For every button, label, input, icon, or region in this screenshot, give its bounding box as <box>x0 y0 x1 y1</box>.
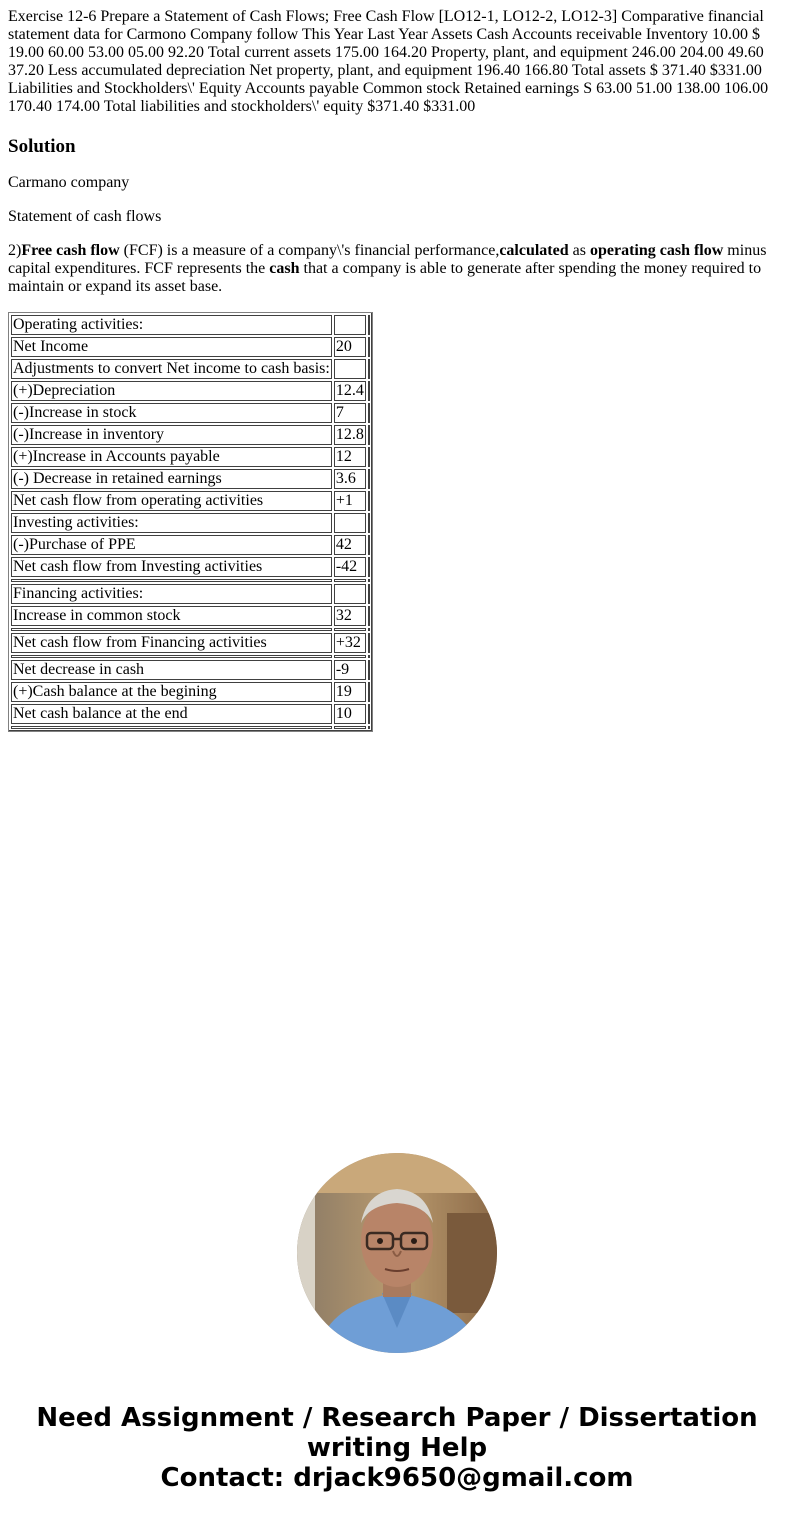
solution-heading: Solution <box>8 136 76 157</box>
company-name: Carmano company <box>8 174 130 191</box>
table-row <box>11 359 370 379</box>
row-value: +32 <box>334 633 366 653</box>
row-value: 12.4 <box>335 382 364 399</box>
row-extra-cell <box>368 660 370 680</box>
row-value: -9 <box>334 660 366 680</box>
row-value: 20 <box>334 337 366 357</box>
separator-cell <box>11 655 332 658</box>
author-photo-icon <box>297 1153 497 1353</box>
row-label: Net decrease in cash <box>11 660 332 680</box>
row-value <box>334 584 366 604</box>
separator-cell <box>334 726 366 729</box>
row-label: (-)Increase in inventory <box>11 425 332 445</box>
table-row <box>11 447 370 467</box>
row-value <box>334 359 366 379</box>
table-row <box>11 513 370 533</box>
fcf-paragraph <box>8 242 778 296</box>
row-value: 10 <box>334 704 366 724</box>
separator-cell <box>334 628 366 631</box>
table-row <box>11 403 370 423</box>
row-extra-cell <box>368 359 370 379</box>
table-row <box>11 491 370 511</box>
row-value: 7 <box>334 403 366 423</box>
row-extra-cell <box>368 315 370 335</box>
separator-cell <box>368 628 370 631</box>
row-value: +1 <box>334 491 366 511</box>
table-separator-row <box>11 726 370 729</box>
row-label: Net cash balance at the end <box>11 704 332 724</box>
row-extra-cell <box>368 491 370 511</box>
fcf-text-4: that a company is able to generate after spending the money required to maintain or expand its asset base. <box>8 260 762 295</box>
row-value: 42 <box>334 535 366 555</box>
table-separator-row <box>11 655 370 658</box>
table-row <box>11 425 370 445</box>
table-row <box>11 682 370 702</box>
row-extra-cell <box>368 425 370 445</box>
row-extra-cell <box>368 557 370 577</box>
statement-title: Statement of cash flows <box>8 208 162 225</box>
cash-flow-table <box>8 312 373 732</box>
table-separator-row <box>11 579 370 582</box>
row-label: Net cash flow from operating activities <box>11 491 332 511</box>
row-label: Adjustments to convert Net income to cash basis: <box>13 360 330 377</box>
table-row <box>11 704 370 724</box>
row-label: Net cash flow from Financing activities <box>11 633 332 653</box>
row-label: (-)Purchase of PPE <box>11 535 332 555</box>
cash-flow-table-body <box>11 315 370 729</box>
table-separator-row <box>11 628 370 631</box>
row-value: 19 <box>334 682 366 702</box>
row-extra-cell <box>368 682 370 702</box>
fcf-bold-ocf: operating cash flow <box>589 242 724 259</box>
row-label: Operating activities: <box>11 315 332 335</box>
table-row <box>11 557 370 577</box>
row-label: Increase in common stock <box>11 606 332 626</box>
table-row <box>11 337 370 357</box>
document-body <box>8 8 778 732</box>
table-row <box>11 606 370 626</box>
fcf-bold-term: Free cash flow <box>21 242 120 259</box>
table-row <box>11 381 370 401</box>
promo-line-1: Need Assignment / Research Paper / Dissertation <box>36 1403 758 1433</box>
table-row <box>11 584 370 604</box>
separator-cell <box>368 726 370 729</box>
author-avatar <box>297 1153 497 1353</box>
row-extra-cell <box>368 633 370 653</box>
fcf-prefix: 2) <box>8 242 22 259</box>
question-text: Exercise 12-6 Prepare a Statement of Cash Flows; Free Cash Flow [LO12-1, LO12-2, LO12-3] Comparative financial statement data for Carmono Company follow This Year Last Year Assets Cash Accounts receivable Inventory 10.00 $ 19.00 60.00 53.00 05.00 92.20 Total current assets 175.00 164.20 Property, plant, and equipment 246.00 204.00 49.60 37.20 Less accumulated depreciation Net property, plant, and equipment 196.40 166.80 Total assets $ 371.40 $331.00 Liabilities and Stockholders\' Equity Accounts payable Common stock Retained earnings S 63.00 51.00 138.00 106.00 170.40 174.00 Total liabilities and stockholders\' equity $371.40 $331.00 <box>8 8 769 115</box>
row-label: Investing activities: <box>11 513 332 533</box>
row-extra-cell <box>368 704 370 724</box>
row-value: 32 <box>334 606 366 626</box>
row-label: Net cash flow from Investing activities <box>11 557 332 577</box>
table-row <box>11 535 370 555</box>
row-extra-cell <box>368 403 370 423</box>
separator-cell <box>334 579 366 582</box>
row-extra-cell <box>368 337 370 357</box>
row-label: (+)Cash balance at the begining <box>11 682 332 702</box>
row-value <box>334 513 366 533</box>
separator-cell <box>11 628 332 631</box>
fcf-text-1: (FCF) is a measure of a company\'s financial performance, <box>119 242 500 259</box>
table-row <box>11 315 370 335</box>
row-label: (+)Depreciation <box>11 381 332 401</box>
row-label: Financing activities: <box>11 584 332 604</box>
row-extra-cell <box>368 469 370 489</box>
row-extra-cell <box>368 606 370 626</box>
row-value <box>334 315 366 335</box>
row-value: -42 <box>334 557 366 577</box>
row-extra-cell <box>368 535 370 555</box>
separator-cell <box>11 579 332 582</box>
row-label: (-)Increase in stock <box>11 403 332 423</box>
row-label: (-) Decrease in retained earnings <box>11 469 332 489</box>
promo-banner <box>0 1403 794 1493</box>
row-extra-cell <box>368 584 370 604</box>
table-row <box>11 633 370 653</box>
row-label: Net Income <box>11 337 332 357</box>
fcf-text-3: minus capital expenditures. FCF represents the <box>8 242 767 277</box>
fcf-bold-cash: cash <box>269 260 300 277</box>
fcf-bold-calculated: calculated <box>499 242 569 259</box>
row-label: (+)Increase in Accounts payable <box>11 447 332 467</box>
separator-cell <box>11 726 332 729</box>
separator-cell <box>368 655 370 658</box>
separator-cell <box>334 655 366 658</box>
separator-cell <box>368 579 370 582</box>
table-row <box>11 660 370 680</box>
row-value: 3.6 <box>334 469 366 489</box>
table-row <box>11 469 370 489</box>
promo-line-2: writing Help <box>306 1433 488 1463</box>
row-extra-cell <box>368 447 370 467</box>
row-extra-cell <box>368 381 370 401</box>
row-extra-cell <box>368 513 370 533</box>
row-value: 12 <box>334 447 366 467</box>
fcf-text-2: as <box>568 242 590 259</box>
row-value: 12.8 <box>335 426 364 443</box>
promo-contact: Contact: drjack9650@gmail.com <box>160 1463 634 1493</box>
